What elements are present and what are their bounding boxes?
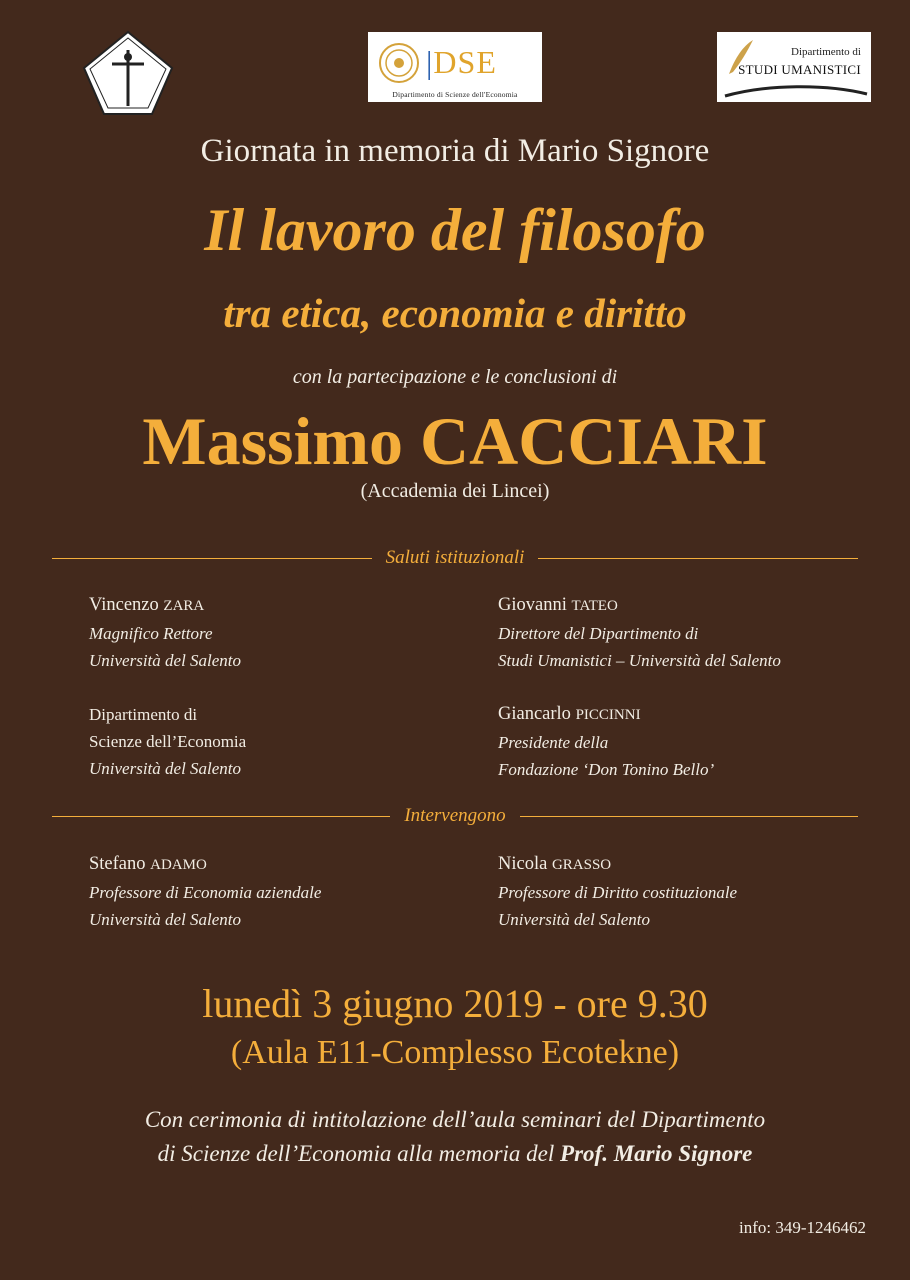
person-role: Professore di Diritto costituzionale bbox=[498, 883, 738, 902]
divider-line-right bbox=[538, 558, 858, 559]
greeting-person-piccinni bbox=[498, 701, 714, 783]
person-name: Giovanni TATEO bbox=[498, 595, 618, 615]
person-org: Università del Salento bbox=[89, 651, 242, 670]
person-org: Studi Umanistici – Università del Salento bbox=[498, 651, 781, 670]
person-org: Università del Salento bbox=[89, 910, 242, 929]
dse-letters: DSE bbox=[433, 44, 497, 80]
speakers-divider bbox=[52, 806, 858, 826]
memorial-heading: Giornata in memoria di Mario Signore bbox=[200, 133, 710, 169]
dse-department-logo: |DSE Dipartimento di Scienze dell'Economia bbox=[368, 32, 542, 102]
event-venue: (Aula E11-Complesso Ecotekne) bbox=[230, 1034, 680, 1071]
person-org: Università del Salento bbox=[498, 910, 651, 929]
department-line-2: Scienze dell’Economia bbox=[89, 732, 247, 751]
person-role: Direttore del Dipartimento di bbox=[498, 624, 699, 643]
greeting-dse-department bbox=[89, 701, 246, 782]
greetings-divider bbox=[52, 548, 858, 568]
speakers-section-label: Intervengono bbox=[404, 805, 506, 826]
ceremony-line-2-text: di Scienze dell’Economia alla memoria del bbox=[157, 1141, 561, 1166]
speaker-grasso bbox=[498, 851, 737, 933]
person-name: Stefano ADAMO bbox=[89, 854, 207, 874]
event-subtitle: tra etica, economia e diritto bbox=[223, 290, 687, 336]
contact-info: info: 349-1246462 bbox=[738, 1218, 866, 1237]
person-role: Presidente della bbox=[498, 733, 609, 752]
dse-caption: Dipartimento di Scienze dell'Economia bbox=[392, 90, 518, 99]
event-date-time: lunedì 3 giugno 2019 - ore 9.30 bbox=[202, 981, 708, 1026]
swoosh-icon bbox=[717, 80, 871, 100]
fondazione-tonino-bello-logo bbox=[82, 30, 174, 116]
person-role: Magnifico Rettore bbox=[89, 624, 213, 643]
department-line-1: Dipartimento di bbox=[89, 705, 198, 724]
greetings-section-label: Saluti istituzionali bbox=[385, 547, 525, 568]
guest-affiliation: (Accademia dei Lincei) bbox=[360, 480, 550, 502]
department-org: Università del Salento bbox=[89, 759, 242, 778]
greeting-person-tateo bbox=[498, 592, 781, 674]
speaker-adamo bbox=[89, 851, 321, 933]
divider-line-left bbox=[52, 816, 390, 817]
divider-line-left bbox=[52, 558, 372, 559]
person-name: Vincenzo ZARA bbox=[89, 595, 205, 615]
ceremony-honoree: Prof. Mario Signore bbox=[560, 1141, 753, 1166]
divider-line-right bbox=[520, 816, 858, 817]
dsu-logo-main-text: STUDI UMANISTICI bbox=[738, 62, 861, 77]
guest-name: Massimo CACCIARI bbox=[142, 403, 768, 479]
person-role: Professore di Economia aziendale bbox=[89, 883, 322, 902]
studi-umanistici-logo bbox=[717, 32, 871, 102]
participation-line: con la partecipazione e le conclusioni di bbox=[292, 366, 618, 388]
ceremony-line-2 bbox=[0, 1141, 910, 1167]
person-name: Giancarlo PICCINNI bbox=[498, 704, 641, 724]
event-title: Il lavoro del filosofo bbox=[204, 197, 706, 263]
person-org: Fondazione ‘Don Tonino Bello’ bbox=[498, 760, 715, 779]
university-seal-icon bbox=[378, 42, 420, 84]
greeting-person-zara bbox=[89, 592, 241, 674]
ceremony-line-1: Con cerimonia di intitolazione dell’aula seminari del Dipartimento bbox=[144, 1107, 766, 1132]
person-name: Nicola GRASSO bbox=[498, 854, 612, 874]
dsu-logo-top-text: Dipartimento di bbox=[791, 46, 861, 58]
